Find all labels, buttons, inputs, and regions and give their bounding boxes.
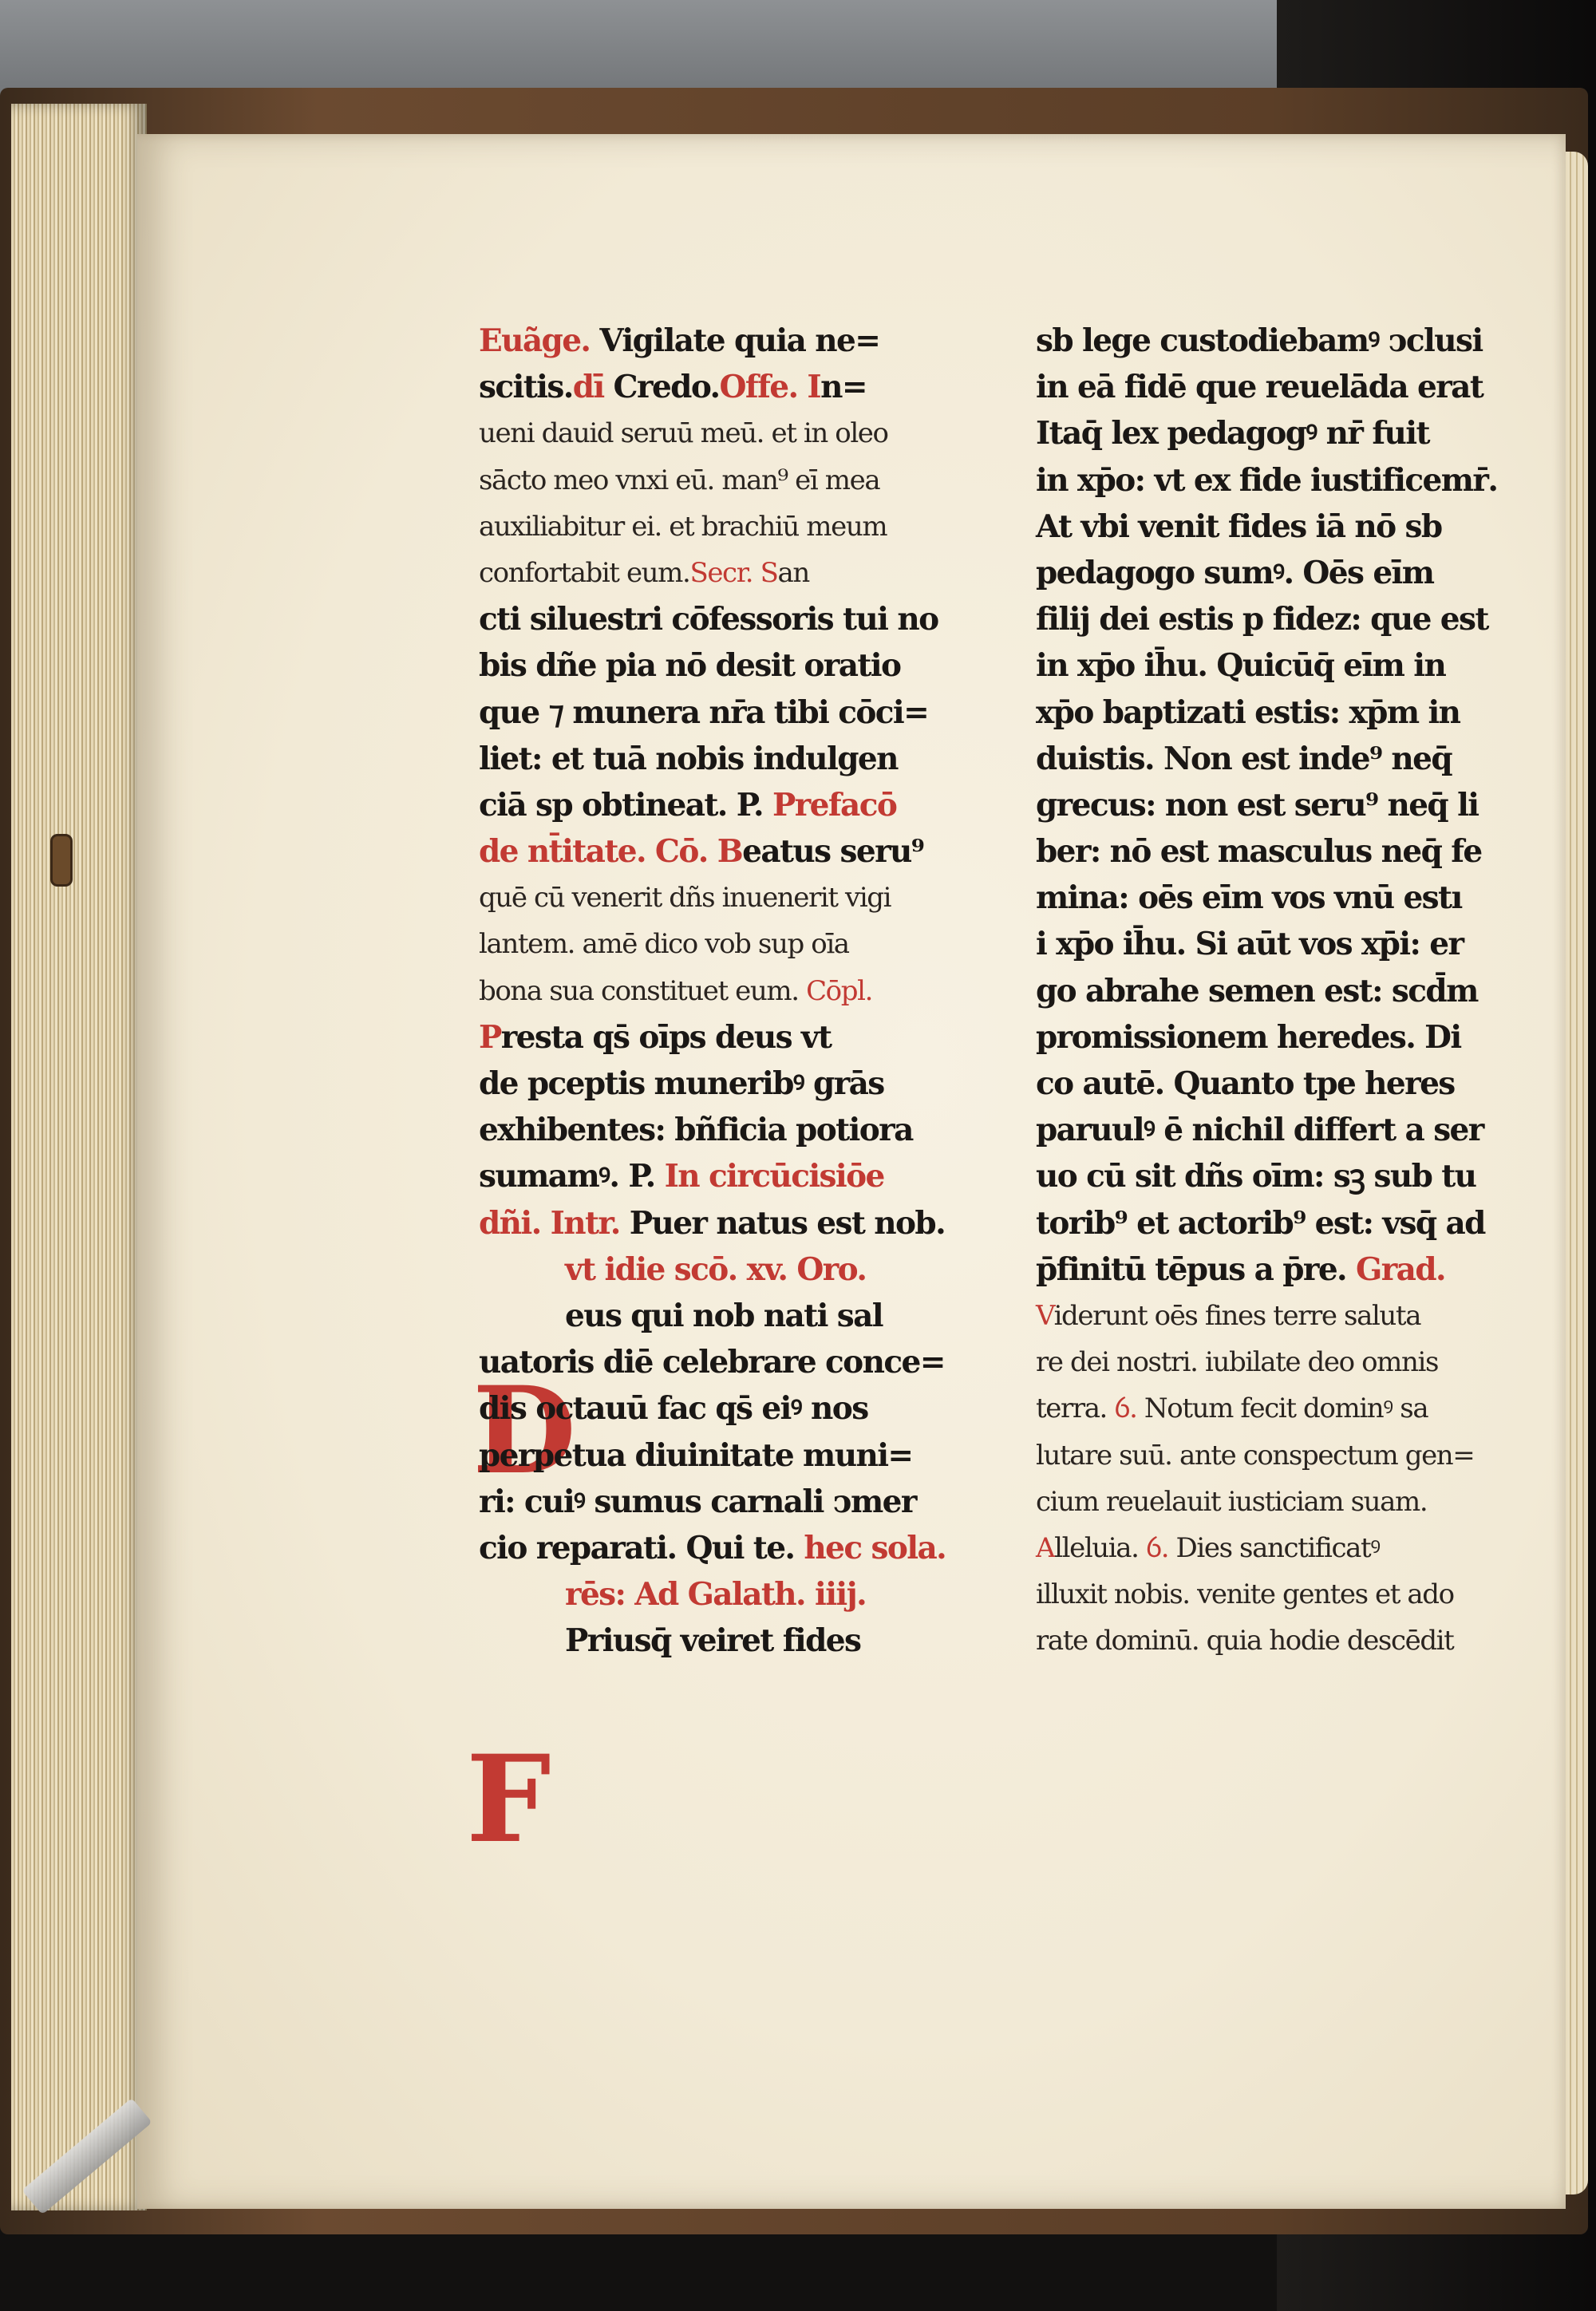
text-line bbox=[479, 1479, 926, 1525]
rubric-text: Grad. bbox=[1346, 1250, 1445, 1288]
body-text: eus qui nob nati sal bbox=[565, 1297, 883, 1334]
text-line bbox=[479, 828, 926, 875]
text-line bbox=[479, 410, 926, 456]
body-text: que ⁊ munera nr̄a tibi cōci= bbox=[479, 693, 929, 731]
text-line bbox=[1036, 504, 1499, 550]
text-line bbox=[479, 1618, 926, 1664]
rubric-text: Secr. bbox=[689, 556, 753, 589]
text-line bbox=[479, 642, 926, 689]
body-text: lleluia. bbox=[1054, 1531, 1139, 1564]
text-line bbox=[1036, 457, 1499, 504]
text-line bbox=[479, 318, 926, 364]
body-text: cio reparati. Qui te. bbox=[479, 1529, 795, 1566]
rubric-text: vt idie scō. xv. Oro. bbox=[565, 1250, 867, 1288]
body-text: exhibentes: bñficia potiora bbox=[479, 1112, 913, 1149]
text-line bbox=[1036, 1525, 1499, 1571]
text-line bbox=[1036, 1385, 1499, 1432]
text-line bbox=[479, 1339, 945, 1385]
rubric-text: hec sola. bbox=[794, 1529, 946, 1566]
text-line bbox=[1036, 736, 1499, 782]
body-text: paruulꝰ ē nichil differt a ser bbox=[1036, 1112, 1483, 1149]
body-text: de pceptis muneribꝰ grās bbox=[479, 1065, 884, 1102]
body-text: liet: et tuā nobis indulgen bbox=[479, 740, 898, 777]
text-line bbox=[479, 968, 926, 1014]
text-line bbox=[479, 1246, 926, 1293]
text-line bbox=[1036, 1246, 1499, 1293]
rubric-text: P bbox=[479, 1018, 501, 1056]
body-text: ueni dauid seruū meū. et in oleo bbox=[479, 417, 888, 450]
text-line bbox=[1036, 828, 1499, 875]
body-text: co autē. Quanto tpe heres bbox=[1036, 1065, 1455, 1102]
text-line bbox=[1036, 1061, 1499, 1107]
text-line bbox=[1036, 1153, 1499, 1199]
text-line bbox=[479, 736, 926, 782]
text-line bbox=[479, 1107, 926, 1153]
body-text: bona sua constituet eum. bbox=[479, 974, 799, 1007]
text-line bbox=[1036, 1339, 1499, 1385]
text-line bbox=[479, 1061, 926, 1107]
body-text: grecus: non est seru⁹ neq̄ li bbox=[1036, 786, 1479, 824]
text-line bbox=[1036, 782, 1499, 828]
body-text: ri: cuiꝰ sumus carnali ↄmer bbox=[479, 1483, 916, 1520]
rubric-text: ỽ. bbox=[1106, 1393, 1137, 1425]
body-text: sācto meo vnxi eū. man⁹ eī mea bbox=[479, 464, 880, 496]
text-line bbox=[1036, 1014, 1499, 1061]
body-text: uatoris diē celebrare conce= bbox=[479, 1344, 945, 1381]
text-line bbox=[1036, 1432, 1499, 1479]
text-line bbox=[1036, 968, 1499, 1014]
text-line bbox=[479, 1153, 926, 1199]
body-text: sb lege custodiebamꝰ ↄclusi bbox=[1036, 322, 1483, 359]
body-text: perpetua diuinitate muni= bbox=[479, 1436, 913, 1474]
text-line bbox=[479, 1432, 926, 1479]
text-line bbox=[1036, 1107, 1499, 1153]
body-text: an bbox=[777, 556, 809, 589]
body-text: n= bbox=[820, 369, 867, 406]
rubric-text: In circūcisiōe bbox=[654, 1158, 884, 1195]
rubric-text: Prefacō bbox=[762, 786, 897, 824]
body-text: lantem. amē dico vob sup oīa bbox=[479, 928, 849, 961]
body-text: uo cū sit dñs oīm: sꝫ sub tu bbox=[1036, 1158, 1476, 1195]
body-text: cti siluestri cōfessoris tui no bbox=[479, 601, 938, 638]
text-column-left bbox=[479, 318, 946, 1664]
body-text: mina: oēs eīm vos vnū estı bbox=[1036, 879, 1462, 917]
body-text: pedagogo sumꝰ. Oēs eīm bbox=[1036, 554, 1434, 591]
rubric-text: V bbox=[1036, 1299, 1054, 1332]
body-text: sumamꝰ. P. bbox=[479, 1158, 655, 1195]
text-line bbox=[1036, 689, 1499, 736]
text-line bbox=[479, 782, 926, 828]
body-text: terra. bbox=[1036, 1393, 1107, 1425]
body-text: resta qs̄ oīps deus vt bbox=[500, 1018, 832, 1056]
rubric-text: dñi. Intr. bbox=[479, 1204, 620, 1242]
rubric-text: A bbox=[1036, 1531, 1055, 1564]
body-text: p̄finitū tēpus a p̄re. bbox=[1036, 1250, 1347, 1288]
body-text: go abrahe semen est: scd̄m bbox=[1036, 972, 1478, 1009]
rubric-text: S bbox=[753, 556, 778, 589]
body-text: At vbi venit fides iā nō sb bbox=[1036, 508, 1442, 545]
text-line bbox=[479, 1293, 926, 1339]
body-text: auxiliabitur ei. et brachiū meum bbox=[479, 510, 887, 543]
text-line bbox=[479, 550, 926, 596]
rubric-text: B bbox=[717, 833, 743, 871]
text-line bbox=[479, 1385, 926, 1432]
body-text: Itaq̄ lex pedagogꝰ nr̄ fuit bbox=[1036, 415, 1429, 452]
rubric-text: Offe. bbox=[719, 369, 798, 406]
text-line bbox=[1036, 318, 1499, 364]
text-line bbox=[479, 596, 938, 642]
body-text: scitis. bbox=[479, 369, 573, 406]
rubric-text: de nt̄itate. Cō. bbox=[479, 833, 717, 871]
body-text: Vigilate quia ne= bbox=[590, 322, 880, 359]
text-line bbox=[1036, 550, 1499, 596]
rubric-text: dī bbox=[572, 369, 604, 406]
page-edges-left bbox=[11, 104, 147, 2210]
body-text: xp̄o baptizati estis: xp̄m in bbox=[1036, 693, 1460, 731]
text-column-right bbox=[1036, 318, 1499, 1664]
body-text: filij dei estis p fidez: que est bbox=[1036, 601, 1488, 638]
body-text: dis octauū fac qs̄ eiꝰ nos bbox=[479, 1390, 868, 1428]
body-text: in xp̄o: vt ex fide iustificemr̄. bbox=[1036, 461, 1498, 499]
text-line bbox=[1036, 1479, 1499, 1525]
body-text: Priusq̄ veiret fides bbox=[565, 1622, 861, 1660]
body-text: iderunt oēs fines terre saluta bbox=[1053, 1299, 1421, 1332]
text-line bbox=[1036, 1618, 1499, 1664]
decorated-initial-f: F bbox=[466, 1729, 551, 1870]
text-line bbox=[479, 364, 926, 410]
text-line bbox=[479, 689, 929, 736]
body-text: ber: nō est masculus neq̄ fe bbox=[1036, 833, 1482, 871]
body-text: torib⁹ et actorib⁹ est: vsq̄ ad bbox=[1036, 1204, 1485, 1242]
rubric-text: I bbox=[797, 369, 821, 406]
body-text: illuxit nobis. venite gentes et ado bbox=[1036, 1578, 1454, 1611]
rubric-text: rēs: Ad Galath. iiij. bbox=[565, 1576, 867, 1614]
body-text: re dei nostri. iubilate deo omnis bbox=[1036, 1346, 1439, 1379]
text-line bbox=[479, 1014, 926, 1061]
text-line bbox=[479, 1571, 926, 1618]
text-line bbox=[479, 1200, 946, 1246]
body-text: bis dñe pia nō desit oratio bbox=[479, 647, 901, 685]
body-text: in xp̄o ih̄u. Quicūq̄ eīm in bbox=[1036, 647, 1446, 685]
body-text: in eā fidē que reuelāda erat bbox=[1036, 369, 1483, 406]
body-text: Dies sanctificatꝰ bbox=[1168, 1531, 1380, 1564]
text-line bbox=[1036, 642, 1499, 689]
text-line bbox=[1036, 1293, 1499, 1339]
text-line bbox=[479, 457, 926, 504]
body-text: Puer natus est nob. bbox=[619, 1204, 946, 1242]
text-line bbox=[1036, 596, 1499, 642]
body-text: eatus seru⁹ bbox=[742, 833, 924, 871]
rubric-text: Cōpl. bbox=[798, 974, 872, 1007]
body-text: Credo. bbox=[603, 369, 720, 406]
decorated-initial-d: D bbox=[472, 1361, 577, 1501]
text-line bbox=[479, 921, 926, 967]
text-line bbox=[1036, 1571, 1499, 1618]
body-text: i xp̄o ih̄u. Si aūt vos xp̄i: er bbox=[1036, 926, 1464, 963]
text-line bbox=[479, 1525, 946, 1571]
body-text: duistis. Non est inde⁹ neq̄ bbox=[1036, 740, 1452, 777]
body-text: Notum fecit dominꝰ sa bbox=[1136, 1393, 1428, 1425]
body-text: quē cū venerit dñs inuenerit vigi bbox=[479, 882, 891, 915]
body-text: rate dominū. quia hodie descēdit bbox=[1036, 1625, 1454, 1657]
body-text: ciā sp obtineat. P. bbox=[479, 786, 763, 824]
body-text: promissionem heredes. Di bbox=[1036, 1018, 1461, 1056]
text-line bbox=[1036, 1200, 1499, 1246]
rubric-text: ỽ. bbox=[1138, 1531, 1169, 1564]
text-line bbox=[479, 504, 926, 550]
text-line bbox=[479, 875, 926, 921]
text-line bbox=[1036, 410, 1499, 456]
body-text: lutare suū. ante conspectum gen= bbox=[1036, 1439, 1475, 1472]
text-line bbox=[1036, 875, 1499, 921]
body-text: confortabit eum. bbox=[479, 556, 690, 589]
text-line bbox=[1036, 921, 1499, 967]
clasp-nail bbox=[53, 836, 70, 884]
rubric-text: Euãge. bbox=[479, 322, 591, 359]
text-line bbox=[1036, 364, 1499, 410]
body-text: cium reuelauit iusticiam suam. bbox=[1036, 1485, 1428, 1518]
